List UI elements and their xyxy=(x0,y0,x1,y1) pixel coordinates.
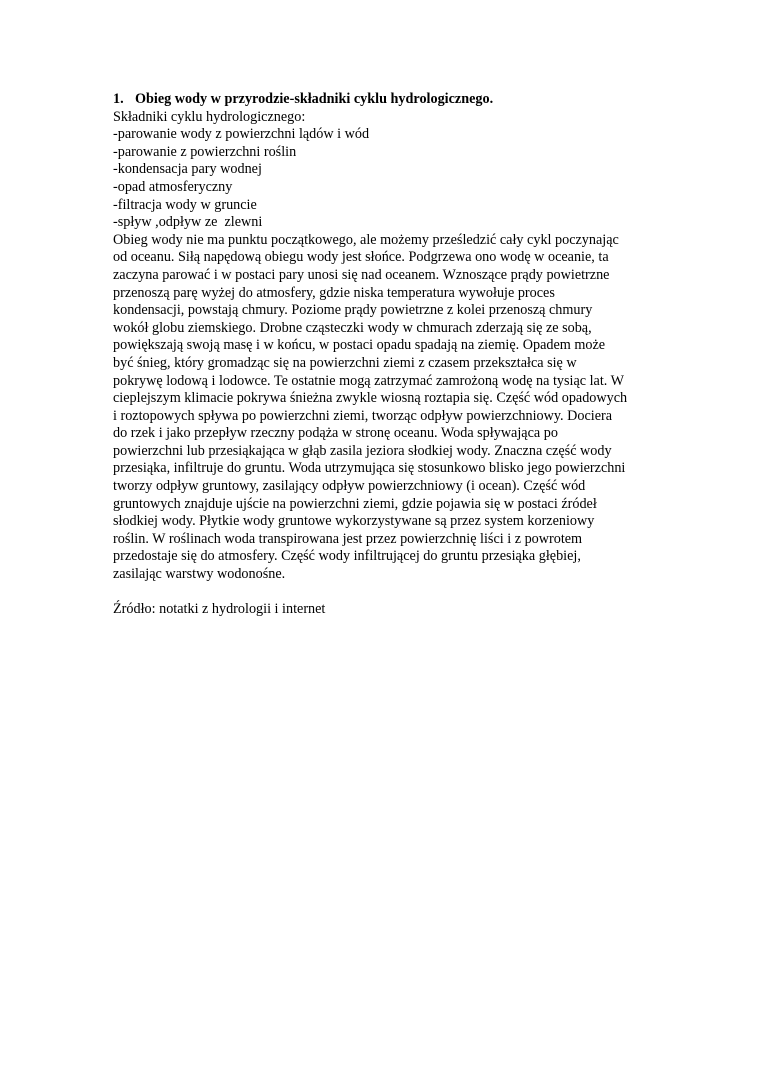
section-heading xyxy=(113,91,673,109)
list-title: Składniki cyklu hydrologicznego: xyxy=(113,108,306,125)
body-line: przedostaje się do atmosfery. Część wody infiltrującej do gruntu przesiąka głębiej, xyxy=(113,548,581,565)
body-line: przenoszą parę wyżej do atmosfery, gdzie niska temperatura wywołuje proces xyxy=(113,284,555,301)
body-line: pokrywę lodową i lodowce. Te ostatnie mogą zatrzymać zamrożoną wodę na tysiąc lat. W xyxy=(113,372,625,389)
body-line: przesiąka, infiltruje do gruntu. Woda utrzymująca się stosunkowo blisko jego powierzchni xyxy=(113,460,626,477)
list-item: -spływ ,odpływ ze zlewni xyxy=(113,214,263,231)
body-line: Obieg wody nie ma punktu początkowego, ale możemy prześledzić cały cykl poczynając xyxy=(113,231,619,248)
blank-line xyxy=(113,584,673,602)
body-line: roślin. W roślinach woda transpirowana jest przez powierzchnię liści i z powrotem xyxy=(113,530,583,547)
heading-number: 1. xyxy=(113,91,124,107)
components-list xyxy=(113,126,673,232)
body-line: zaczyna parować i w postaci pary unosi się nad oceanem. Wznoszące prądy powietrzne xyxy=(113,266,610,283)
body-line: tworzy odpływ gruntowy, zasilający odpływ powierzchniowy (i ocean). Część wód xyxy=(113,478,586,495)
heading-text: Obieg wody w przyrodzie-składniki cyklu hydrologicznego. xyxy=(135,91,494,107)
list-item: -parowanie z powierzchni roślin xyxy=(113,143,297,160)
list-item: -opad atmosferyczny xyxy=(113,178,233,195)
body-line: od oceanu. Siłą napędową obiegu wody jest słońce. Podgrzewa ono wodę w oceanie, ta xyxy=(113,249,609,266)
body-line: powierzchni lub przesiąkająca w głąb zasila jeziora słodkiej wody. Znaczna część wody xyxy=(113,442,612,459)
list-item: -parowanie wody z powierzchni lądów i wód xyxy=(113,126,370,143)
list-item: -kondensacja pary wodnej xyxy=(113,161,262,178)
body-line: kondensacji, powstają chmury. Poziome prądy powietrzne z kolei przenoszą chmury xyxy=(113,302,593,319)
body-line: i roztopowych spływa po powierzchni ziemi, tworząc odpływ powierzchniowy. Dociera xyxy=(113,407,613,424)
body-line: słodkiej wody. Płytkie wody gruntowe wykorzystywane są przez system korzeniowy xyxy=(113,513,595,530)
body-line: zasilając warstwy wodonośne. xyxy=(113,566,286,583)
body-paragraph xyxy=(113,232,673,584)
body-line: powiększają swoją masę i w końcu, w postaci opadu spadają na ziemię. Opadem może xyxy=(113,337,606,354)
source-note: Źródło: notatki z hydrologii i internet xyxy=(113,601,326,618)
body-line: gruntowych znajduje ujście na powierzchni ziemi, gdzie pojawia się w postaci źródeł xyxy=(113,495,597,512)
list-item: -filtracja wody w gruncie xyxy=(113,196,257,213)
body-line: wokół globu ziemskiego. Drobne cząsteczki wody w chmurach zderzają się ze sobą, xyxy=(113,319,592,336)
document-content xyxy=(113,91,673,619)
body-line: do rzek i jako przepływ rzeczny podąża w stronę oceanu. Woda spływająca po xyxy=(113,425,558,442)
body-line: cieplejszym klimacie pokrywa śnieżna zwykle wiosną roztapia się. Część wód opadowych xyxy=(113,390,628,407)
body-line: być śnieg, który gromadząc się na powierzchni ziemi z czasem przekształca się w xyxy=(113,354,577,371)
